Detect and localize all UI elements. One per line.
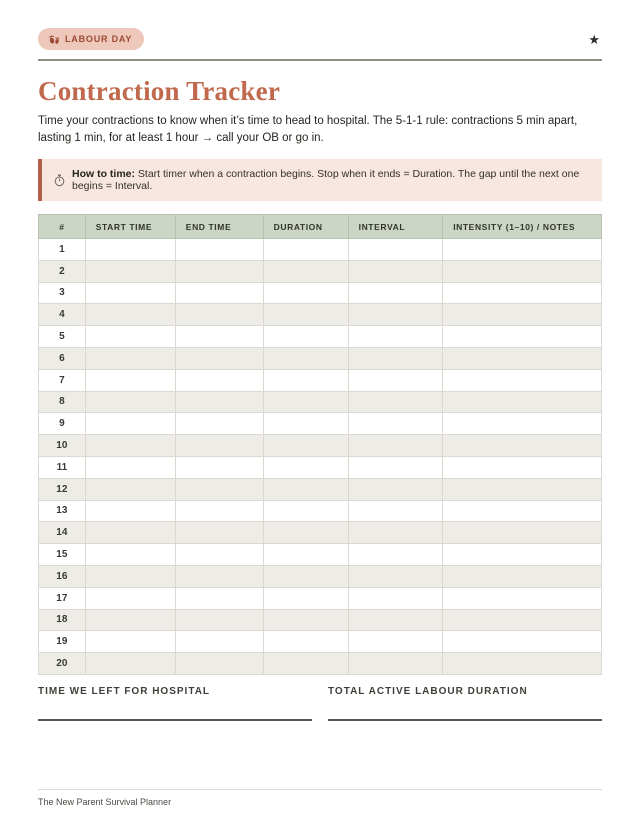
cell-duration[interactable] xyxy=(263,500,348,522)
row-number: 20 xyxy=(39,653,86,675)
cell-interval[interactable] xyxy=(348,522,443,544)
page-footer xyxy=(38,789,602,807)
cell-interval[interactable] xyxy=(348,239,443,261)
cell-start-time[interactable] xyxy=(85,435,175,457)
column-header-number: # xyxy=(39,215,86,239)
column-header-interval: INTERVAL xyxy=(348,215,443,239)
cell-end-time[interactable] xyxy=(175,369,263,391)
cell-start-time[interactable] xyxy=(85,544,175,566)
row-number: 10 xyxy=(39,435,86,457)
table-header xyxy=(39,215,602,239)
column-header-intensity-notes: INTENSITY (1–10) / NOTES xyxy=(443,215,602,239)
row-number: 16 xyxy=(39,565,86,587)
table-row xyxy=(39,587,602,609)
row-number: 17 xyxy=(39,587,86,609)
footprints-icon xyxy=(48,33,60,45)
cell-duration[interactable] xyxy=(263,456,348,478)
intro-text: Time your contractions to know when it’s time to head to hospital. The 5-1-1 rule: contractions 5 min apart, lasting 1 min, for at least 1 hour → call your OB or go in. xyxy=(38,115,578,144)
cell-duration[interactable] xyxy=(263,478,348,500)
cell-end-time[interactable] xyxy=(175,478,263,500)
table-row xyxy=(39,304,602,326)
cell-interval[interactable] xyxy=(348,544,443,566)
cell-interval[interactable] xyxy=(348,609,443,631)
cell-intensity-notes[interactable] xyxy=(443,304,602,326)
cell-start-time[interactable] xyxy=(85,631,175,653)
cell-duration[interactable] xyxy=(263,565,348,587)
cell-interval[interactable] xyxy=(348,369,443,391)
callout-text xyxy=(72,168,590,192)
cell-duration[interactable] xyxy=(263,653,348,675)
cell-intensity-notes[interactable] xyxy=(443,260,602,282)
fill-in-line[interactable] xyxy=(328,719,602,721)
cell-duration[interactable] xyxy=(263,239,348,261)
table-row xyxy=(39,435,602,457)
cell-duration[interactable] xyxy=(263,260,348,282)
callout-prefix: How to time: xyxy=(72,168,135,180)
cell-intensity-notes[interactable] xyxy=(443,544,602,566)
row-number: 9 xyxy=(39,413,86,435)
cell-duration[interactable] xyxy=(263,304,348,326)
cell-start-time[interactable] xyxy=(85,282,175,304)
table-row xyxy=(39,347,602,369)
row-number: 4 xyxy=(39,304,86,326)
cell-intensity-notes[interactable] xyxy=(443,282,602,304)
table-row xyxy=(39,653,602,675)
contraction-table xyxy=(38,214,602,675)
column-header-end-time: END TIME xyxy=(175,215,263,239)
cell-interval[interactable] xyxy=(348,391,443,413)
summary-fields xyxy=(38,686,602,721)
cell-intensity-notes[interactable] xyxy=(443,369,602,391)
row-number: 8 xyxy=(39,391,86,413)
cell-start-time[interactable] xyxy=(85,326,175,348)
table-row xyxy=(39,413,602,435)
row-number: 18 xyxy=(39,609,86,631)
row-number: 12 xyxy=(39,478,86,500)
cell-duration[interactable] xyxy=(263,391,348,413)
cell-end-time[interactable] xyxy=(175,565,263,587)
cell-end-time[interactable] xyxy=(175,500,263,522)
cell-start-time[interactable] xyxy=(85,522,175,544)
field-label: TOTAL ACTIVE LABOUR DURATION xyxy=(328,685,528,697)
table-row xyxy=(39,369,602,391)
header-divider xyxy=(38,59,602,61)
table-row xyxy=(39,391,602,413)
cell-intensity-notes[interactable] xyxy=(443,478,602,500)
cell-duration[interactable] xyxy=(263,522,348,544)
row-number: 1 xyxy=(39,239,86,261)
cell-interval[interactable] xyxy=(348,326,443,348)
cell-duration[interactable] xyxy=(263,435,348,457)
table-row xyxy=(39,609,602,631)
cell-interval[interactable] xyxy=(348,500,443,522)
cell-duration[interactable] xyxy=(263,544,348,566)
top-bar xyxy=(38,27,602,51)
field-label: TIME WE LEFT FOR HOSPITAL xyxy=(38,685,211,697)
how-to-time-callout xyxy=(38,159,602,201)
cell-start-time[interactable] xyxy=(85,500,175,522)
table-row xyxy=(39,565,602,587)
cell-intensity-notes[interactable] xyxy=(443,565,602,587)
badge-label: LABOUR DAY xyxy=(65,34,133,44)
row-number: 14 xyxy=(39,522,86,544)
cell-start-time[interactable] xyxy=(85,260,175,282)
cell-end-time[interactable] xyxy=(175,260,263,282)
favorite-star-icon[interactable]: ★ xyxy=(588,31,600,47)
cell-duration[interactable] xyxy=(263,609,348,631)
cell-interval[interactable] xyxy=(348,565,443,587)
cell-end-time[interactable] xyxy=(175,413,263,435)
row-number: 13 xyxy=(39,500,86,522)
cell-interval[interactable] xyxy=(348,304,443,326)
cell-intensity-notes[interactable] xyxy=(443,347,602,369)
row-number: 19 xyxy=(39,631,86,653)
table-row xyxy=(39,522,602,544)
cell-intensity-notes[interactable] xyxy=(443,609,602,631)
cell-duration[interactable] xyxy=(263,347,348,369)
row-number: 11 xyxy=(39,456,86,478)
cell-start-time[interactable] xyxy=(85,391,175,413)
cell-duration[interactable] xyxy=(263,631,348,653)
row-number: 15 xyxy=(39,544,86,566)
cell-start-time[interactable] xyxy=(85,478,175,500)
cell-end-time[interactable] xyxy=(175,347,263,369)
cell-end-time[interactable] xyxy=(175,282,263,304)
cell-interval[interactable] xyxy=(348,631,443,653)
cell-start-time[interactable] xyxy=(85,413,175,435)
cell-intensity-notes[interactable] xyxy=(443,587,602,609)
cell-interval[interactable] xyxy=(348,456,443,478)
cell-end-time[interactable] xyxy=(175,304,263,326)
cell-interval[interactable] xyxy=(348,478,443,500)
cell-start-time[interactable] xyxy=(85,239,175,261)
cell-intensity-notes[interactable] xyxy=(443,326,602,348)
cell-end-time[interactable] xyxy=(175,609,263,631)
cell-end-time[interactable] xyxy=(175,522,263,544)
cell-end-time[interactable] xyxy=(175,326,263,348)
table-row xyxy=(39,326,602,348)
cell-start-time[interactable] xyxy=(85,456,175,478)
time-left-for-hospital-field xyxy=(38,686,312,721)
cell-duration[interactable] xyxy=(263,369,348,391)
cell-start-time[interactable] xyxy=(85,653,175,675)
cell-intensity-notes[interactable] xyxy=(443,522,602,544)
page-title: Contraction Tracker xyxy=(38,76,281,106)
row-number: 5 xyxy=(39,326,86,348)
cell-duration[interactable] xyxy=(263,413,348,435)
row-number: 7 xyxy=(39,369,86,391)
cell-duration[interactable] xyxy=(263,326,348,348)
table-row xyxy=(39,544,602,566)
cell-start-time[interactable] xyxy=(85,304,175,326)
cell-duration[interactable] xyxy=(263,282,348,304)
labour-day-badge xyxy=(38,28,144,50)
cell-end-time[interactable] xyxy=(175,239,263,261)
table-row xyxy=(39,500,602,522)
cell-intensity-notes[interactable] xyxy=(443,653,602,675)
row-number: 3 xyxy=(39,282,86,304)
cell-intensity-notes[interactable] xyxy=(443,391,602,413)
table-row xyxy=(39,260,602,282)
stopwatch-icon xyxy=(53,174,66,187)
cell-start-time[interactable] xyxy=(85,347,175,369)
cell-end-time[interactable] xyxy=(175,544,263,566)
cell-intensity-notes[interactable] xyxy=(443,631,602,653)
cell-end-time[interactable] xyxy=(175,653,263,675)
callout-body: Start timer when a contraction begins. Stop when it ends = Duration. The gap until the next one begins = Interval. xyxy=(72,168,580,192)
cell-interval[interactable] xyxy=(348,653,443,675)
cell-interval[interactable] xyxy=(348,282,443,304)
cell-start-time[interactable] xyxy=(85,369,175,391)
row-number: 2 xyxy=(39,260,86,282)
cell-start-time[interactable] xyxy=(85,565,175,587)
table-row xyxy=(39,478,602,500)
column-header-start-time: START TIME xyxy=(85,215,175,239)
column-header-duration: DURATION xyxy=(263,215,348,239)
cell-end-time[interactable] xyxy=(175,631,263,653)
cell-start-time[interactable] xyxy=(85,609,175,631)
cell-end-time[interactable] xyxy=(175,456,263,478)
cell-duration[interactable] xyxy=(263,587,348,609)
cell-start-time[interactable] xyxy=(85,587,175,609)
cell-interval[interactable] xyxy=(348,413,443,435)
cell-interval[interactable] xyxy=(348,587,443,609)
cell-intensity-notes[interactable] xyxy=(443,456,602,478)
cell-end-time[interactable] xyxy=(175,435,263,457)
cell-end-time[interactable] xyxy=(175,391,263,413)
table-row xyxy=(39,282,602,304)
cell-interval[interactable] xyxy=(348,435,443,457)
total-active-labour-duration-field xyxy=(328,686,602,721)
table-row xyxy=(39,239,602,261)
contraction-table-body xyxy=(39,239,602,675)
cell-intensity-notes[interactable] xyxy=(443,500,602,522)
row-number: 6 xyxy=(39,347,86,369)
cell-intensity-notes[interactable] xyxy=(443,413,602,435)
footer-text: The New Parent Survival Planner xyxy=(38,797,172,807)
table-row xyxy=(39,456,602,478)
cell-end-time[interactable] xyxy=(175,587,263,609)
fill-in-line[interactable] xyxy=(38,719,312,721)
cell-interval[interactable] xyxy=(348,347,443,369)
cell-interval[interactable] xyxy=(348,260,443,282)
table-row xyxy=(39,631,602,653)
cell-intensity-notes[interactable] xyxy=(443,239,602,261)
cell-intensity-notes[interactable] xyxy=(443,435,602,457)
